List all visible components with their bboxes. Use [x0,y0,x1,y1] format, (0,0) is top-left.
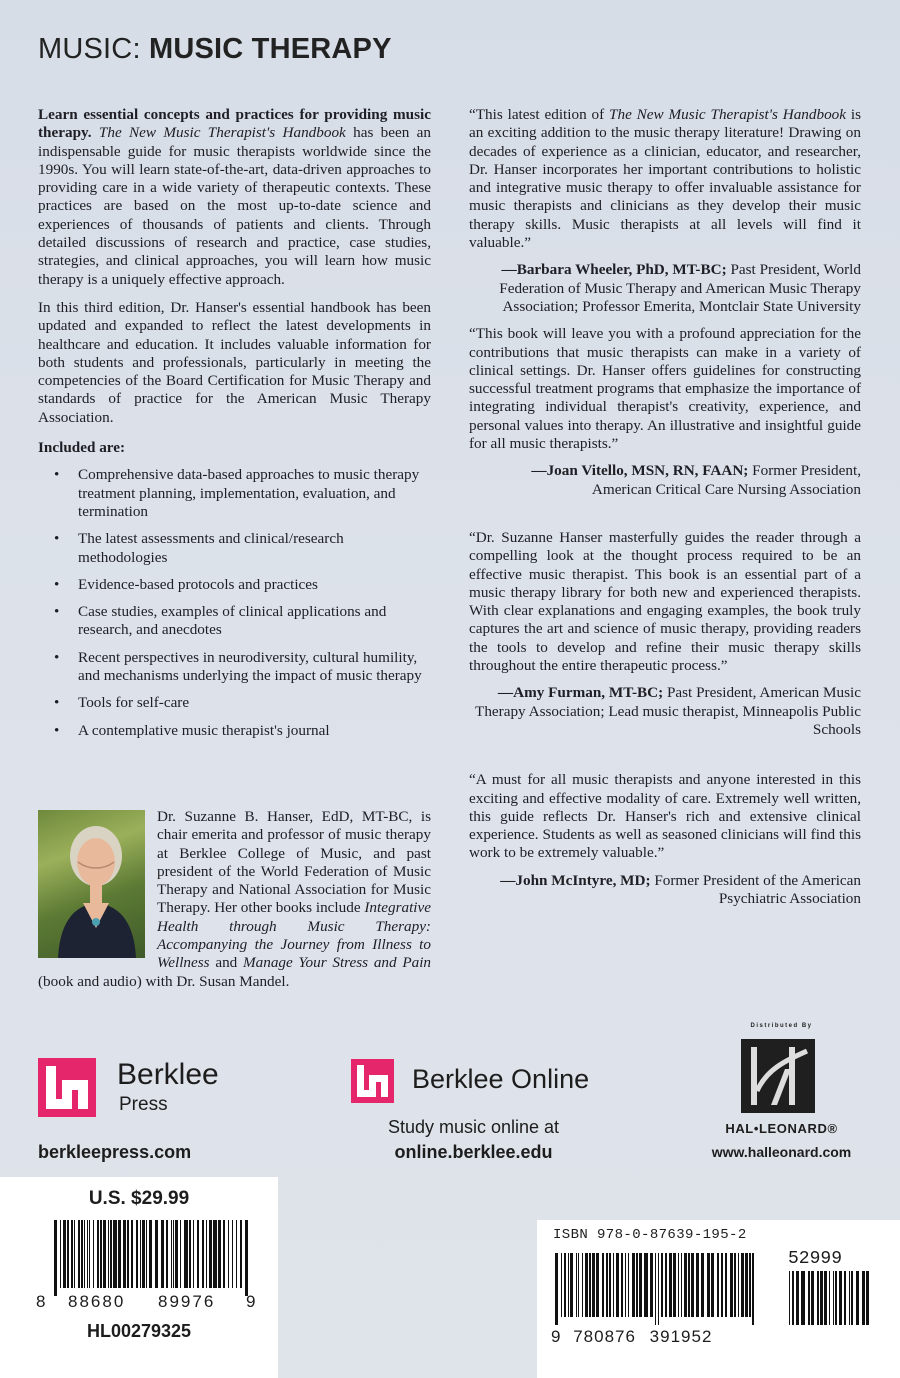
endorser-name: —Joan Vitello, MSN, RN, FAAN; [531,462,749,480]
book-title: The New Music Therapist's Handbook [98,124,346,142]
subject-label: MUSIC THERAPY [148,33,392,65]
hal-leonard-logo-icon [741,1039,815,1113]
hal-leonard-url: www.halleonard.com [711,1144,852,1160]
quote-attribution [469,462,861,499]
description-paragraph-2: In this third edition, Dr. Hanser's essential handbook has been updated and expanded to reflect the latest developments in healthcare and education. It includes valuable information for both students and professionals, particularly in meeting the competencies of the Board Certification for Music Therapy and standards of practice for the American Music Therapy Association. [38,298,431,426]
quote-book-title: The New Music Therapist's Handbook [609,106,847,123]
endorser-affiliation: Past President, World Federation of Music Therapy and American Music Therapy Association; Professor Emerita, Montclair State University [499,261,861,315]
quote-attribution [469,684,861,739]
endorser-affiliation: Former President, American Critical Care Nursing Association [591,462,861,498]
endorser-name: —Barbara Wheeler, PhD, MT-BC; [501,261,727,279]
bio-book-2: Manage Your Stress and Pain [243,954,432,972]
berklee-press-url: berkleepress.com [38,1142,192,1162]
list-item: • Tools for self-care [38,694,431,712]
list-item: • Recent perspectives in neurodiversity, cultural humility, and mechanisms underlying the impact of music therapy [38,649,431,686]
berklee-press-name: Berklee [117,1058,219,1091]
isbn-barcode-icon [553,1253,759,1325]
isbn-label: ISBN 978-0-87639-195-2 [553,1227,747,1243]
author-bio [38,808,431,991]
list-item: • A contemplative music therapist's journal [38,722,431,740]
berklee-online-url: online.berklee.edu [394,1142,553,1162]
item-code: HL00279325 [86,1321,192,1341]
upc-digit-lead: 8 [36,1292,46,1311]
endorser-affiliation: Past President, American Music Therapy Association; Lead music therapist, Minneapolis Public Schools [475,684,861,738]
quote-text: “This book will leave you with a profound appreciation for the contributions that music therapists can make in a variety of clinical settings. Dr. Hanser offers guidelines for constructing successful treatment programs that emphasize the importance of integrating individual therapist's creativity, experience, and personal values into therapy. An illustrative and insightful guide for all music therapists.” [469,325,861,453]
berklee-press-logo-icon [38,1058,96,1117]
quote-text: “Dr. Suzanne Hanser masterfully guides the reader through a compelling look at the thought process required to be an effective music therapist. This book is an essential part of a music therapy library for both new and experienced therapists. With clear explanations and engaging examples, the book truly captures the art and science of music therapy, providing readers the tools to develop and refine their music therapy skills throughout the entire therapeutic process.” [469,528,861,675]
endorsement-1 [469,106,861,316]
quote-text: “A must for all music therapists and anyone interested in this exciting and effective modality of care. Extremely well written, this guide reflects Dr. Hanser's rich and extensive clinical experience. Students as well as seasoned clinicians will find this work to be extremely valuable.” [469,771,861,862]
isbn-digits [551,1327,712,1347]
endorser-name: —John McIntyre, MD; [500,871,651,889]
quote-attribution [469,261,861,316]
included-list [38,466,431,740]
endorsement-2 [469,325,861,499]
upc-barcode-icon [52,1220,252,1296]
endorser-name: —Amy Furman, MT-BC; [497,684,664,702]
quote-body: is an exciting addition to the music therapy literature! Drawing on decades of experience as a clinician, educator, and researcher, Dr. Hanser incorporates her important contributions to holistic and integrative music therapy to offer invaluable assistance for music therapists and clinicians as they develop their music therapy skills. Music therapists at all levels will find it valuable.” [469,106,862,252]
berklee-online-name: Berklee Online [412,1064,590,1094]
list-item: • Case studies, examples of clinical applications and research, and anecdotes [38,603,431,640]
quote-text [469,106,861,252]
author-portrait-icon [38,810,145,958]
paragraph-1-text: has been an indispensable guide for music therapists worldwide since the 1990s. You will learn state-of-the-art, data-driven approaches to providing care in a wide variety of therapeutic contexts. These practices are based on the most up-to-date science and experiences of thousands of patients and clients. Through detailed discussions of research and practice, case studies, strategies, and clinical approaches, you will learn how music therapy is a uniquely effective approach. [38,124,432,288]
endorser-affiliation: Former President of the American Psychiatric Association [654,871,861,907]
category-label: MUSIC: [38,33,141,65]
bio-and: and [215,954,238,972]
description-paragraph-1 [38,106,431,289]
supplement-barcode-icon [787,1271,871,1325]
endorsement-3 [469,529,861,739]
bio-text: Dr. Suzanne B. Hanser, EdD, MT-BC, is chair emerita and professor of music therapy at Berklee College of Music, and past president of the World Federation of Music Therapy and National Association for Music Therapy. Her other books include [157,808,431,917]
quote-pre: “This latest edition of [469,106,605,123]
berklee-online-tagline: Study music online at [387,1117,560,1137]
distributed-by-label: Distributed By [750,1023,813,1029]
isbn-digit-group-1: 780876 [573,1327,636,1346]
berklee-online-logo-icon [351,1059,394,1103]
price-label: U.S. $29.99 [88,1188,190,1209]
author-photo [38,810,145,958]
endorsements-column [469,106,861,908]
endorsement-4 [469,771,861,908]
description-column [38,106,431,749]
bio-text-end: (book and audio) with Dr. Susan Mandel. [38,972,290,990]
isbn-digit-lead: 9 [551,1327,562,1346]
isbn-digit-group-2: 391952 [649,1327,713,1346]
category-header [38,33,392,66]
upc-digit-group-2: 89976 [158,1292,216,1311]
included-heading: Included are: [38,439,126,457]
upc-digit-group-1: 88680 [68,1292,126,1311]
berklee-press-subname: Press [119,1094,168,1115]
bio-book-1: Integrative Health through Music Therapy: Accompanying the Journey from Illness to Wellness [157,899,431,972]
list-item: • Comprehensive data-based approaches to music therapy treatment planning, implementation, evaluation, and termination [38,466,431,521]
upc-digit-check: 9 [246,1292,256,1311]
list-item: • Evidence-based protocols and practices [38,576,431,594]
hal-leonard-name: HAL•LEONARD® [725,1121,838,1136]
quote-attribution [469,872,861,909]
list-item: • The latest assessments and clinical/research methodologies [38,530,431,567]
lead-sentence: Learn essential concepts and practices for providing music therapy. [38,106,431,142]
price-supplement-code: 52999 [788,1249,843,1269]
